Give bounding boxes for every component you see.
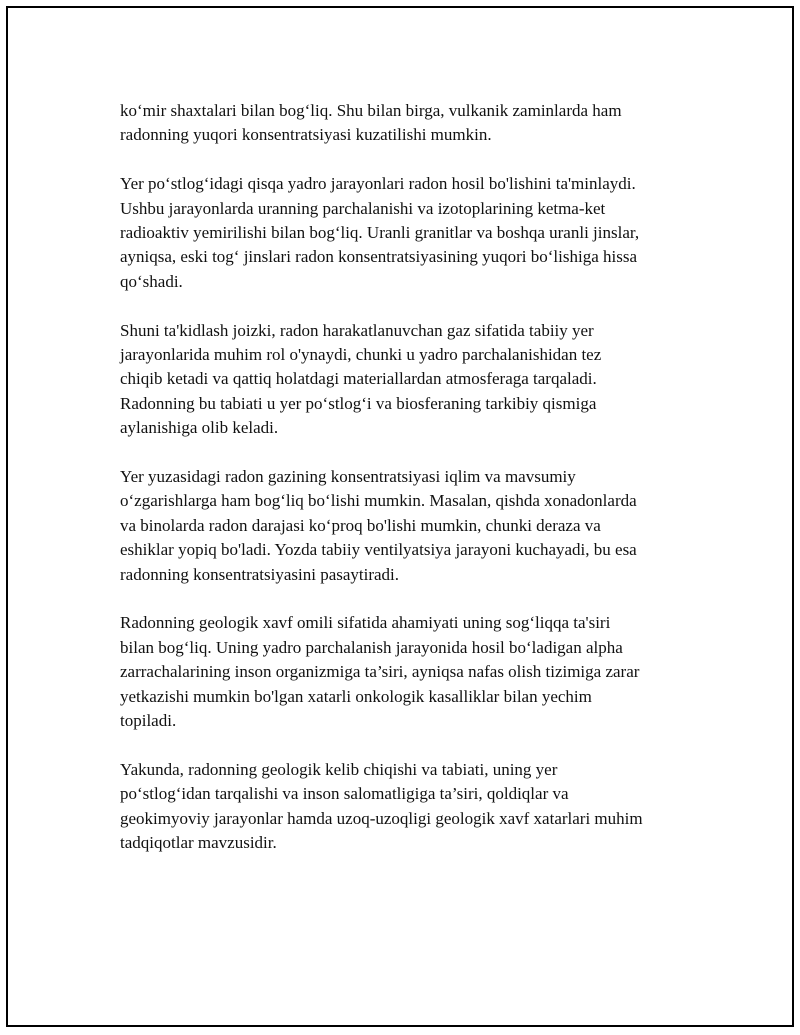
- paragraph-line: Radonning geologik xavf omili sifatida ahamiyati uning sog‘liqqa ta'siri: [120, 613, 611, 633]
- paragraph-2: [120, 172, 700, 294]
- paragraph-line: Yakunda, radonning geologik kelib chiqishi va tabiati, uning yer: [120, 759, 558, 779]
- paragraph-line: po‘stlog‘idan tarqalishi va inson salomatligiga ta’siri, qoldiqlar va: [120, 784, 569, 804]
- paragraph-line: radioaktiv yemirilishi bilan bog‘liq. Uranli granitlar va boshqa uranli jinslar,: [120, 223, 640, 243]
- paragraph-line: radonning yuqori konsentratsiyasi kuzatilishi mumkin.: [120, 125, 492, 145]
- paragraph-line: eshiklar yopiq bo'ladi. Yozda tabiiy ventilyatsiya jarayoni kuchayadi, bu esa: [120, 540, 637, 560]
- paragraph-line: bilan bog‘liq. Uning yadro parchalanish jarayonida hosil bo‘ladigan alpha: [120, 637, 623, 657]
- paragraph-line: Ushbu jarayonlarda uranning parchalanishi va izotoplarining ketma-ket: [120, 198, 606, 218]
- paragraph-line: tadqiqotlar mavzusidir.: [120, 833, 277, 853]
- paragraph-line: radonning konsentratsiyasini pasaytiradi.: [120, 564, 400, 584]
- paragraph-3: [120, 319, 700, 441]
- paragraph-line: qo‘shadi.: [120, 271, 183, 291]
- paragraph-4: [120, 465, 700, 587]
- paragraph-line: ayniqsa, eski tog‘ jinslari radon konsentratsiyasining yuqori bo‘lishiga hissa: [120, 247, 638, 267]
- paragraph-line: chiqib ketadi va qattiq holatdagi materiallardan atmosferaga tarqaladi.: [120, 369, 597, 389]
- paragraph-6: [120, 758, 700, 856]
- paragraph-line: aylanishiga olib keladi.: [120, 418, 279, 438]
- paragraph-line: geokimyoviy jarayonlar hamda uzoq-uzoqligi geologik xavf xatarlari muhim: [120, 808, 643, 828]
- paragraph-line: va binolarda radon darajasi ko‘proq bo'lishi mumkin, chunki deraza va: [120, 515, 601, 535]
- paragraph-line: ko‘mir shaxtalari bilan bog‘liq. Shu bilan birga, vulkanik zaminlarda ham: [120, 101, 622, 120]
- document-page: [6, 6, 794, 1027]
- paragraph-line: yetkazishi mumkin bo'lgan xatarli onkologik kasalliklar bilan yechim: [120, 686, 592, 706]
- paragraph-line: zarrachalarining inson organizmiga ta’siri, ayniqsa nafas olish tizimiga zarar: [120, 662, 640, 682]
- document-body: [120, 99, 700, 880]
- paragraph-line: Shuni ta'kidlash joizki, radon harakatlanuvchan gaz sifatida tabiiy yer: [120, 320, 594, 340]
- paragraph-line: o‘zgarishlarga ham bog‘liq bo‘lishi mumkin. Masalan, qishda xonadonlarda: [120, 491, 637, 511]
- paragraph-5: [120, 611, 700, 733]
- paragraph-line: Yer yuzasidagi radon gazining konsentratsiyasi iqlim va mavsumiy: [120, 467, 576, 487]
- paragraph-line: Radonning bu tabiati u yer po‘stlog‘i va biosferaning tarkibiy qismiga: [120, 393, 597, 413]
- paragraph-line: topiladi.: [120, 711, 177, 731]
- paragraph-line: Yer po‘stlog‘idagi qisqa yadro jarayonlari radon hosil bo'lishini ta'minlaydi.: [120, 174, 636, 194]
- paragraph-line: jarayonlarida muhim rol o'ynaydi, chunki u yadro parchalanishidan tez: [120, 345, 602, 365]
- paragraph-1: [120, 99, 700, 148]
